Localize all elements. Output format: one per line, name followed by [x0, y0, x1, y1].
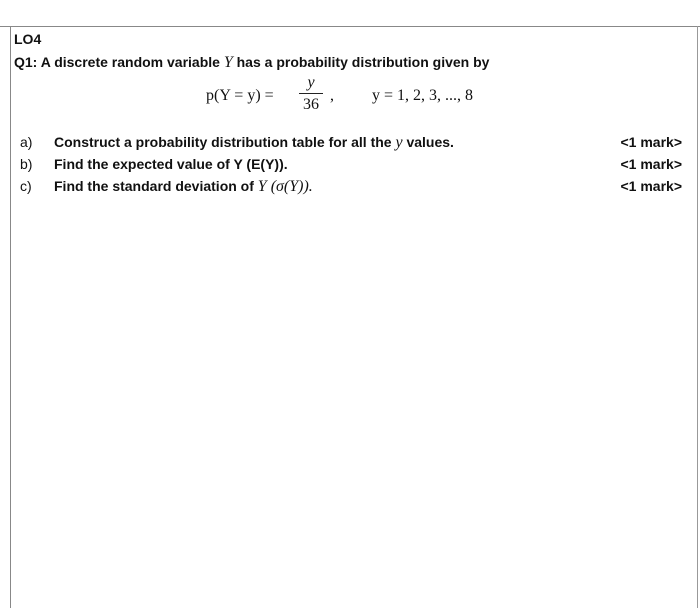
part-text [54, 178, 313, 196]
left-border-line [10, 26, 11, 608]
part-mark: <1 mark> [620, 178, 682, 194]
question-number: Q1: [14, 54, 38, 70]
fraction-numerator: y [307, 74, 315, 91]
part-math: y [395, 134, 403, 151]
right-border-line [697, 26, 698, 608]
part-text-before: Find the expected value of Y (E(Y)). [54, 156, 288, 172]
learning-outcome-code: LO4 [14, 31, 42, 47]
question-part-b [20, 156, 690, 178]
question-parts-list [20, 134, 690, 200]
fraction-denominator: 36 [303, 96, 319, 113]
formula-lhs: p(Y = y) = [206, 87, 274, 104]
random-variable-symbol: Y [223, 54, 233, 71]
question-statement [14, 54, 489, 72]
question-intro: A discrete random variable [40, 54, 220, 70]
part-text-before: Find the standard deviation of [54, 178, 254, 194]
question-rest: has a probability distribution given by [236, 54, 490, 70]
question-part-c [20, 178, 690, 200]
part-letter: a) [20, 134, 33, 150]
fraction-bar [299, 93, 323, 94]
part-letter: c) [20, 178, 32, 194]
part-mark: <1 mark> [620, 156, 682, 172]
part-math: Y (σ(Y)). [257, 178, 313, 195]
part-text-after: values. [406, 134, 454, 150]
part-text [54, 134, 454, 152]
part-text-before: Construct a probability distribution table for all the [54, 134, 392, 150]
part-letter: b) [20, 156, 33, 172]
formula-separator: , [330, 87, 334, 104]
formula-fraction [299, 74, 323, 114]
formula-domain: y = 1, 2, 3, ..., 8 [372, 87, 474, 104]
question-part-a [20, 134, 690, 156]
part-text [54, 156, 288, 172]
part-mark: <1 mark> [620, 134, 682, 150]
top-border-line [0, 26, 700, 27]
